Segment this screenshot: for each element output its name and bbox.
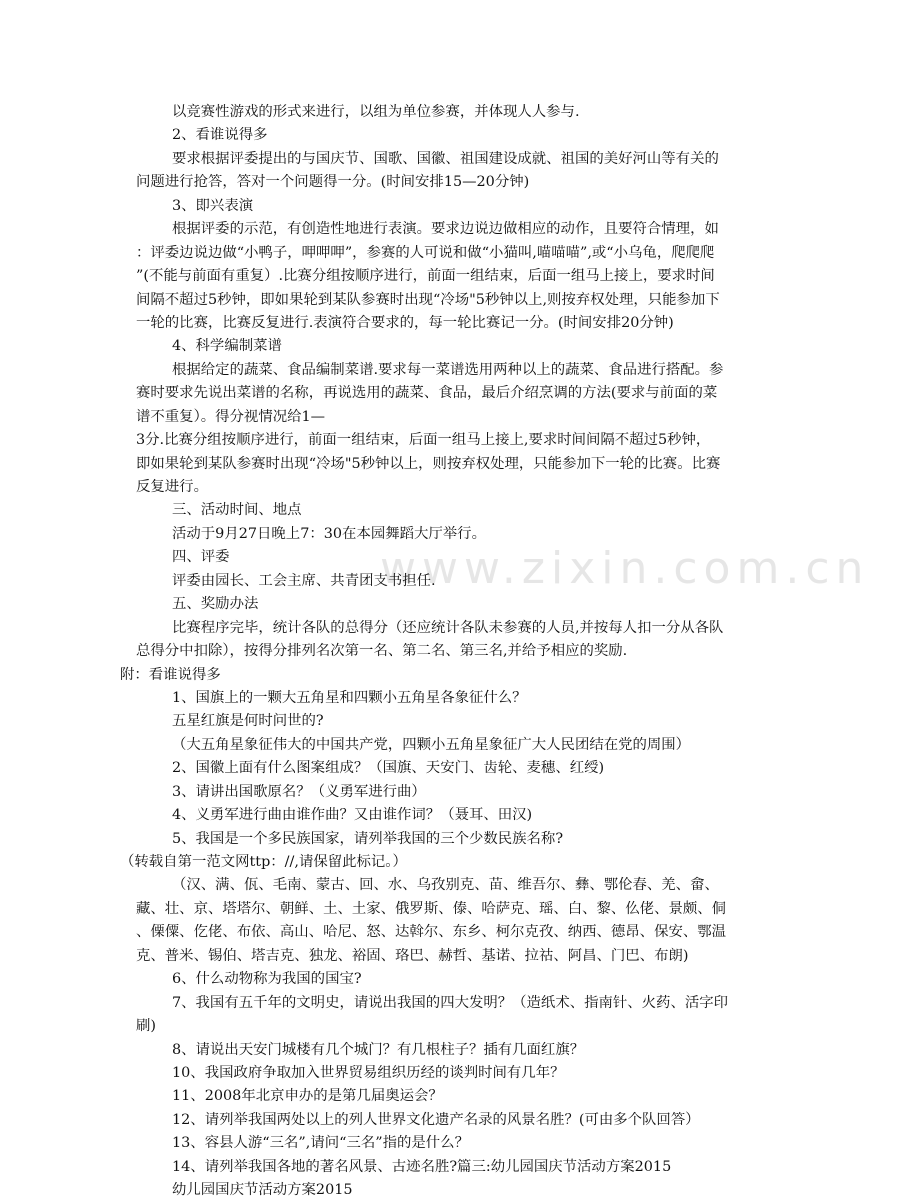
watermark: www.zixin.com.cn bbox=[380, 543, 870, 594]
text-line: 以竞赛性游戏的形式来进行，以组为单位参赛，并体现人人参与. bbox=[172, 104, 580, 120]
text-line: 幼儿园国庆节活动方案2015 bbox=[172, 1182, 353, 1199]
text-line: 13、容县人游“三名”,请问“三名”指的是什么？ bbox=[172, 1135, 469, 1152]
text-line: 11、2008年北京申办的是第几届奥运会？ bbox=[172, 1088, 443, 1105]
text-line: 2、国徽上面有什么图案组成？（国旗、天安门、齿轮、麦穗、红绶) bbox=[172, 760, 605, 777]
text-line: 五、奖励办法 bbox=[172, 596, 259, 613]
text-line: 附：看谁说得多 bbox=[120, 666, 221, 683]
text-line: 3分.比赛分组按顺序进行，前面一组结束，后面一组马上接上,要求时间间隔不超过5秒钟， bbox=[136, 432, 711, 449]
text-line: ”(不能与前面有重复）.比赛分组按顺序进行，前面一组结束，后面一组马上接上，要求时间 bbox=[136, 268, 715, 285]
text-line: 4、科学编制菜谱 bbox=[172, 338, 282, 355]
text-line: 6、什么动物称为我国的国宝? bbox=[172, 971, 362, 988]
text-line: 间隔不超过5秒钟，即如果轮到某队参赛时出现“冷场"5秒钟以上,则按弃权处理，只能参加下 bbox=[136, 291, 720, 308]
text-line: 3、请讲出国歌原名？（义勇军进行曲） bbox=[172, 783, 426, 800]
text-line: （转载自第一范文网ttp：//,请保留此标记。） bbox=[120, 854, 407, 870]
text-line: 反复进行。 bbox=[136, 479, 208, 495]
text-line: 8、请说出天安门城楼有几个城门？有几根柱子？插有几面红旗？ bbox=[172, 1041, 585, 1058]
text-line: 7、我国有五千年的文明史，请说出我国的四大发明？（造纸术、指南针、火药、活字印 bbox=[172, 994, 729, 1011]
text-line: 比赛程序完毕，统计各队的总得分（还应统计各队未参赛的人员,并按每人扣一分从各队 bbox=[172, 619, 724, 636]
text-line: ：评委边说边做“小鸭子，呷呷呷”，参赛的人可说和做“小猫叫,喵喵喵”,或“小乌龟，爬爬爬 bbox=[136, 244, 715, 261]
text-line: （汉、满、佤、毛南、蒙古、回、水、乌孜别克、苗、维吾尔、彝、鄂伦春、羌、畲、 bbox=[172, 877, 719, 894]
text-line: 10、我国政府争取加入世界贸易组织历经的谈判时间有几年？ bbox=[172, 1064, 565, 1081]
text-line: 要求根据评委提出的与国庆节、国歌、国徽、祖国建设成就、祖国的美好河山等有关的 bbox=[172, 150, 719, 167]
text-line: 2、看谁说得多 bbox=[172, 127, 268, 144]
text-line: 4、义勇军进行曲由谁作曲？又由谁作词？（聂耳、田汉) bbox=[172, 807, 533, 824]
text-line: 问题进行抢答，答对一个问题得一分。(时间安排15—20分钟) bbox=[136, 174, 530, 191]
text-line: 四、评委 bbox=[172, 549, 230, 566]
text-line: 1、国旗上的一颗大五角星和四颗小五角星各象征什么？ bbox=[172, 689, 527, 706]
text-line: 谱不重复）。得分视情况给1— bbox=[136, 408, 326, 425]
text-line: 克、普米、锡伯、塔吉克、独龙、裕固、珞巴、赫哲、基诺、拉祜、阿昌、门巴、布朗) bbox=[136, 947, 689, 964]
text-line: 三、活动时间、地点 bbox=[172, 502, 302, 519]
text-line: 、傈僳、仡佬、布依、高山、哈尼、怒、达斡尔、东乡、柯尔克孜、纳西、德昂、保安、鄂温 bbox=[136, 924, 727, 941]
text-line: 活动于9月27日晚上7：30在本园舞蹈大厅举行。 bbox=[172, 525, 486, 542]
text-line: 5、我国是一个多民族国家，请列举我国的三个少数民族名称? bbox=[172, 830, 564, 847]
text-line: 评委由园长、工会主席、共青团支书担任. bbox=[172, 572, 436, 589]
text-line: 根据给定的蔬菜、食品编制菜谱.要求每一菜谱选用两种以上的蔬菜、食品进行搭配。参 bbox=[172, 361, 724, 378]
text-line: 即如果轮到某队参赛时出现“冷场"5秒钟以上，则按弃权处理，只能参加下一轮的比赛。比赛 bbox=[136, 455, 721, 472]
document-page bbox=[120, 101, 870, 1203]
text-line: 根据评委的示范，有创造性地进行表演。要求边说边做相应的动作，且要符合情理，如 bbox=[172, 221, 719, 238]
text-line: 藏、壮、京、塔塔尔、朝鲜、土、土家、俄罗斯、傣、哈萨克、瑶、白、黎、仫佬、景颇、侗 bbox=[136, 900, 727, 917]
text-line: 14、请列举我国各地的著名风景、古迹名胜?篇三:幼儿园国庆节活动方案2015 bbox=[172, 1158, 672, 1175]
text-line: 五星红旗是何时问世的? bbox=[172, 713, 324, 730]
text-line: 12、请列举我国两处以上的列人世界文化遗产名录的风景名胜？(可由多个队回答） bbox=[172, 1111, 700, 1128]
text-line: 刷) bbox=[136, 1018, 157, 1035]
text-line: 一轮的比赛，比赛反复进行.表演符合要求的，每一轮比赛记一分。(时间安排20分钟) bbox=[136, 314, 674, 331]
text-line: 总得分中扣除），按得分排列名次第一名、第二名、第三名,并给予相应的奖励. bbox=[136, 643, 628, 660]
text-line: 3、即兴表演 bbox=[172, 197, 254, 214]
text-line: （大五角星象征伟大的中国共产党，四颗小五角星象征广大人民团结在党的周围） bbox=[172, 736, 691, 753]
text-line: 赛时要求先说出菜谱的名称，再说选用的蔬菜、食品，最后介绍烹调的方法(要求与前面的菜 bbox=[136, 385, 718, 402]
